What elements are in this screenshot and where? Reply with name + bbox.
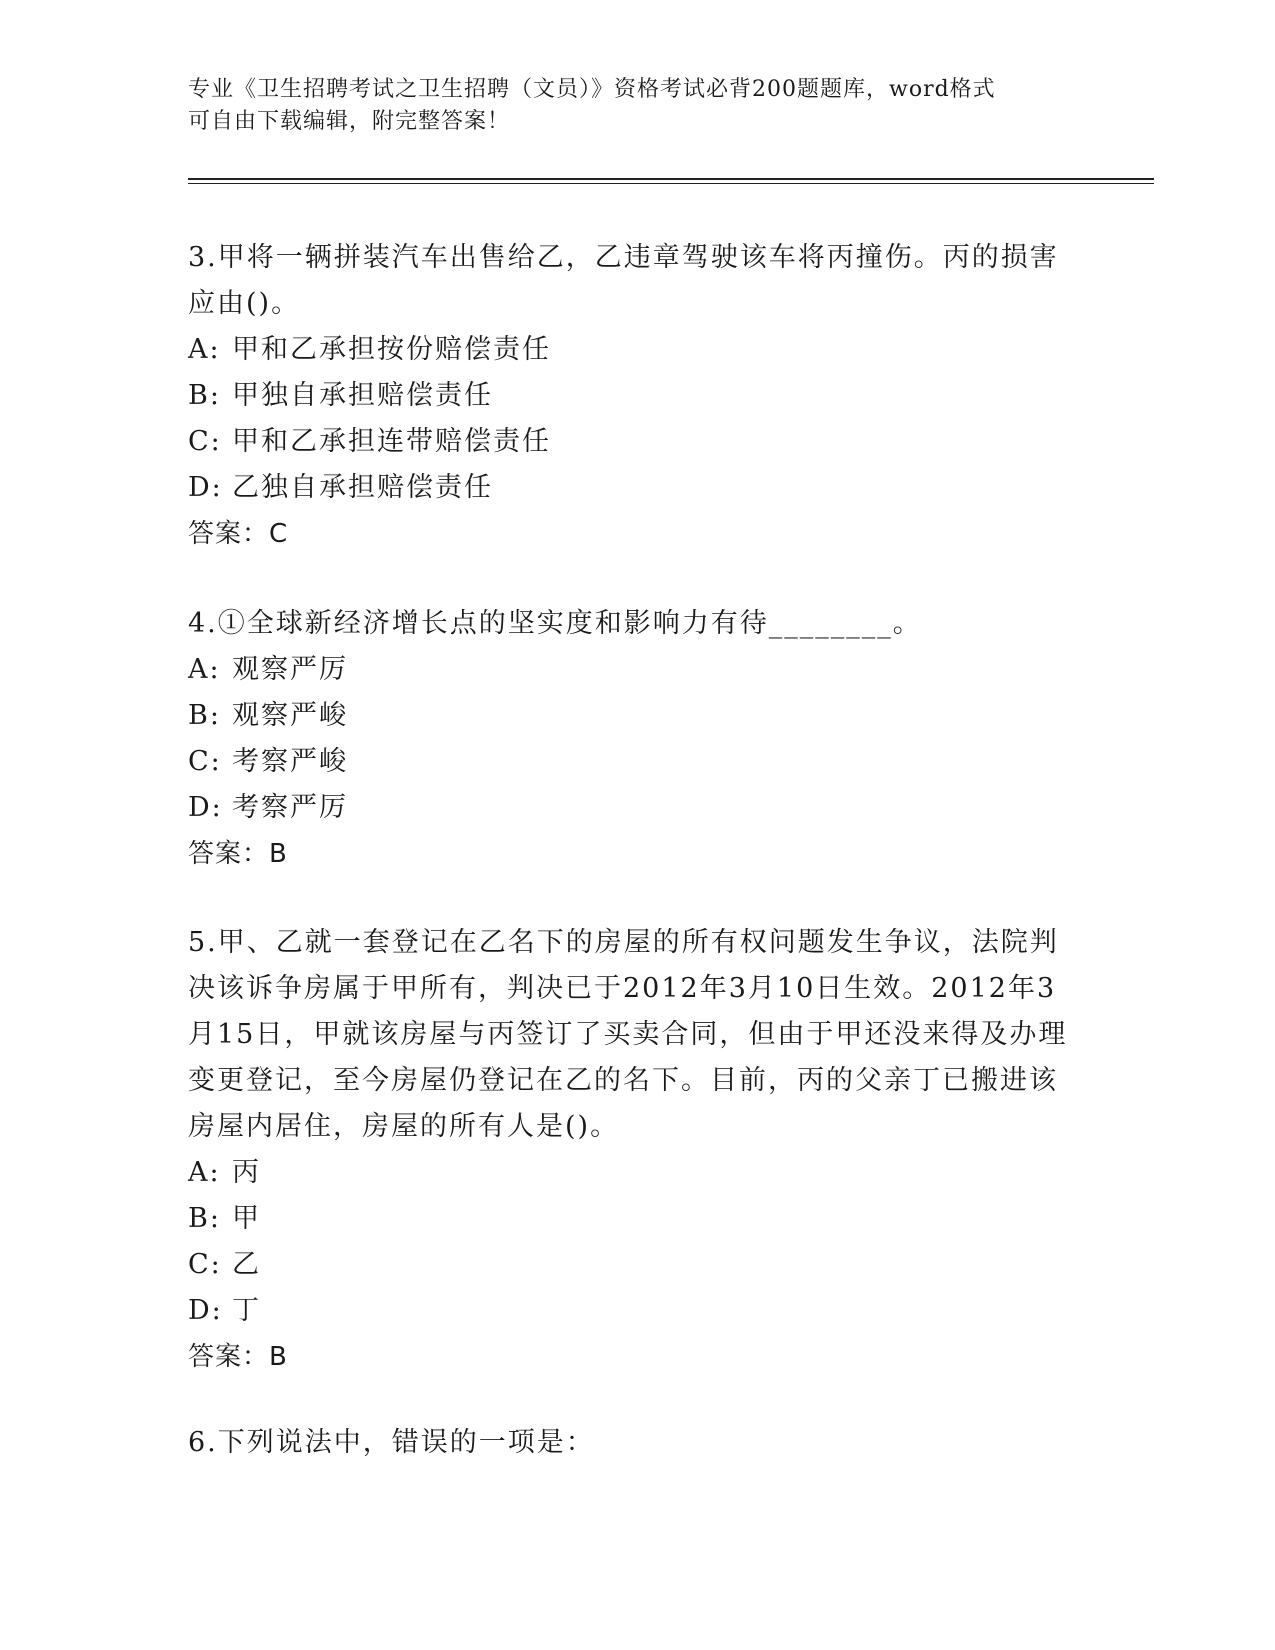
option-text: 乙 <box>232 1249 261 1280</box>
option-text: 乙独自承担赔偿责任 <box>232 472 493 503</box>
question-stem-line: 5.甲、乙就一套登记在乙名下的房屋的所有权问题发生争议，法院判 <box>188 927 1059 958</box>
question-stem-line: 4.①全球新经济增长点的坚实度和影响力有待________。 <box>188 608 922 639</box>
option-key: A: <box>188 654 221 685</box>
option-text: 考察严峻 <box>232 746 348 777</box>
option-text: 甲和乙承担按份赔偿责任 <box>232 334 551 365</box>
option-key: C: <box>188 426 222 457</box>
header-line-1: 专业《卫生招聘考试之卫生招聘（文员）》资格考试必背200题题库，word格式 <box>188 77 996 102</box>
option-b <box>188 1196 1078 1242</box>
option-key: A: <box>188 334 221 365</box>
document-header <box>188 74 1088 138</box>
header-divider-thin <box>188 183 1154 184</box>
question-6 <box>188 1420 1078 1466</box>
option-key: C: <box>188 746 222 777</box>
header-line-2: 可自由下载编辑，附完整答案！ <box>188 109 511 134</box>
option-d <box>188 465 1078 511</box>
question-stem-line: 决该诉争房属于甲所有，判决已于2012年3月10日生效。2012年3 <box>188 973 1057 1004</box>
option-key: A: <box>188 1157 221 1188</box>
option-d <box>188 785 1078 831</box>
answer-line: 答案：B <box>188 839 288 869</box>
option-key: B: <box>188 700 221 731</box>
option-text: 甲和乙承担连带赔偿责任 <box>232 426 551 457</box>
option-d <box>188 1288 1078 1334</box>
question-4 <box>188 601 1078 877</box>
question-stem-line: 3.甲将一辆拼装汽车出售给乙，乙违章驾驶该车将丙撞伤。丙的损害 <box>188 242 1059 273</box>
option-text: 甲独自承担赔偿责任 <box>232 380 493 411</box>
option-a <box>188 647 1078 693</box>
option-c <box>188 419 1078 465</box>
option-text: 观察严峻 <box>232 700 348 731</box>
answer-line: 答案：C <box>188 519 289 549</box>
question-stem-line: 应由()。 <box>188 288 301 319</box>
question-stem-line: 房屋内居住，房屋的所有人是()。 <box>188 1111 620 1142</box>
option-text: 观察严厉 <box>232 654 348 685</box>
option-key: D: <box>188 1295 223 1326</box>
question-stem-line: 月15日，甲就该房屋与丙签订了买卖合同，但由于甲还没来得及办理 <box>188 1019 1068 1050</box>
answer-line: 答案：B <box>188 1342 288 1372</box>
option-text: 丁 <box>232 1295 261 1326</box>
option-c <box>188 739 1078 785</box>
option-key: C: <box>188 1249 222 1280</box>
option-key: B: <box>188 1203 221 1234</box>
question-stem-line: 变更登记，至今房屋仍登记在乙的名下。目前，丙的父亲丁已搬进该 <box>188 1065 1058 1096</box>
option-b <box>188 693 1078 739</box>
question-3 <box>188 235 1078 557</box>
question-5 <box>188 920 1078 1380</box>
header-divider-thick <box>188 178 1154 180</box>
option-a <box>188 1150 1078 1196</box>
option-text: 丙 <box>232 1157 261 1188</box>
option-b <box>188 373 1078 419</box>
option-key: D: <box>188 472 223 503</box>
option-c <box>188 1242 1078 1288</box>
question-stem-line: 6.下列说法中，错误的一项是： <box>188 1427 595 1458</box>
option-text: 考察严厉 <box>232 792 348 823</box>
option-key: B: <box>188 380 221 411</box>
option-a <box>188 327 1078 373</box>
option-text: 甲 <box>232 1203 261 1234</box>
option-key: D: <box>188 792 223 823</box>
